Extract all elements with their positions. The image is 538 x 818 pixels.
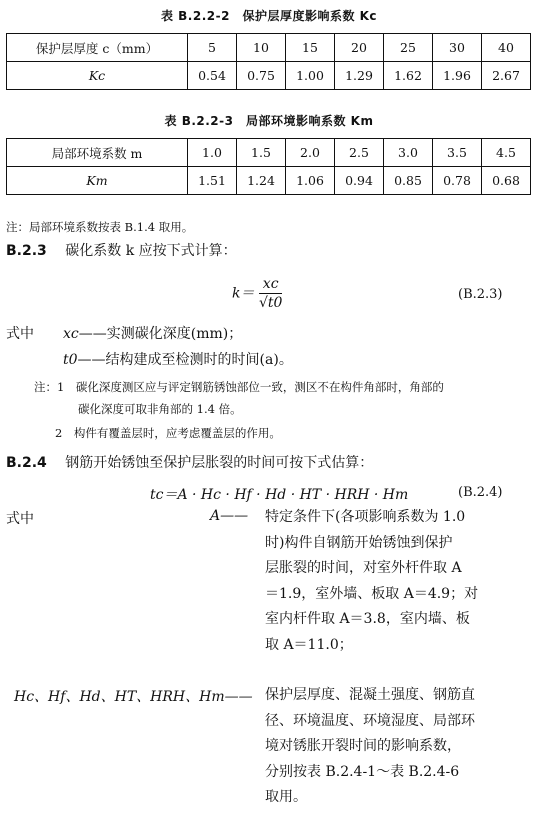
note-1-line-1: 注：1 碳化深度测区应与评定钢筋锈蚀部位一致，测区不在构件角部时，角部的 — [34, 380, 444, 394]
text-line: 室内杆件取 A＝3.8，室内墙、板 — [265, 611, 470, 627]
table-caption-kc: 表 B.2.2-2 保护层厚度影响系数 Kc — [160, 9, 378, 23]
table-cell: 1.06 — [286, 167, 335, 195]
cover-thickness-table — [6, 33, 531, 90]
table-cell: 1.29 — [335, 62, 384, 90]
table-cell: 0.68 — [482, 167, 531, 195]
table-cell: 0.85 — [384, 167, 433, 195]
table-row — [7, 167, 531, 195]
section-text: 钢筋开始锈蚀至保护层胀裂的时间可按下式估算： — [65, 455, 374, 471]
table-cell: 1.24 — [237, 167, 286, 195]
text-line: ＝1.9，室外墙、板取 A＝4.9；对 — [265, 585, 479, 602]
where-label: 式中 — [6, 326, 34, 342]
table-cell: 4.5 — [482, 139, 531, 167]
text-line: 分别按表 B.2.4-1～表 B.2.4-6 — [265, 763, 460, 780]
equation-number: (B.2.4) — [458, 485, 503, 500]
text-line: 特定条件下(各项影响系数为 1.0 — [265, 509, 466, 525]
section-text: 碳化系数 k 应按下式计算： — [65, 243, 237, 259]
definition-a-text — [265, 505, 530, 658]
definition-symbol-a: A—— — [210, 508, 249, 524]
text-line: 时)构件自钢筋开始锈蚀到保护 — [265, 534, 453, 551]
definition-t0 — [63, 349, 293, 369]
local-environment-table — [6, 138, 531, 195]
row-label: Kc — [7, 62, 188, 90]
table-cell: 1.0 — [188, 139, 237, 167]
definition-symbol-h: Hc、Hf、Hd、HT、HRH、Hm—— — [14, 689, 253, 705]
table-cell: 20 — [335, 34, 384, 62]
table-cell: 3.5 — [433, 139, 482, 167]
definition-xc — [63, 323, 242, 343]
table-cell: 40 — [482, 34, 531, 62]
table-cell: 3.0 — [384, 139, 433, 167]
table-cell: 1.51 — [188, 167, 237, 195]
table-cell: 2.0 — [286, 139, 335, 167]
table-cell: 15 — [286, 34, 335, 62]
definition-symbol: xc — [63, 326, 79, 342]
text-line: 取 A＝11.0； — [265, 636, 353, 653]
formula-denominator: √t0 — [258, 295, 283, 311]
table-row — [7, 34, 531, 62]
definition-text: ——实测碳化深度(mm)； — [78, 326, 243, 342]
text-line: 径、环境温度、环境湿度、局部环 — [265, 712, 475, 729]
note-1-line-2: 碳化深度可取非角部的 1.4 倍。 — [78, 402, 242, 416]
table-cell: 30 — [433, 34, 482, 62]
definition-h-text — [265, 683, 530, 811]
text-line: 境对锈胀开裂时间的影响系数， — [265, 738, 461, 754]
table-cell: 25 — [384, 34, 433, 62]
table-cell: 1.5 — [237, 139, 286, 167]
table-cell: 10 — [237, 34, 286, 62]
text-line: 保护层厚度、混凝土强度、钢筋直 — [265, 687, 475, 703]
formula-k — [232, 276, 282, 311]
table-cell: 0.54 — [188, 62, 237, 90]
text-line: 层胀裂的时间，对室外杆件取 A — [265, 560, 462, 576]
table-cell: 2.67 — [482, 62, 531, 90]
table-cell: 1.62 — [384, 62, 433, 90]
table-cell: 1.00 — [286, 62, 335, 90]
section-heading-b23 — [6, 240, 237, 260]
table-row — [7, 139, 531, 167]
table-row — [7, 62, 531, 90]
formula-lhs: k＝ — [232, 285, 255, 302]
table-note: 注：局部环境系数按表 B.1.4 取用。 — [6, 220, 194, 234]
table-cell: 0.78 — [433, 167, 482, 195]
table-cell: 1.96 — [433, 62, 482, 90]
table-cell: 5 — [188, 34, 237, 62]
row-label: 保护层厚度 c（mm） — [7, 34, 188, 62]
equation-number: (B.2.3) — [458, 287, 503, 302]
text-line: 取用。 — [265, 789, 307, 805]
table-cell: 0.94 — [335, 167, 384, 195]
section-number: B.2.3 — [6, 243, 47, 259]
formula-fraction — [259, 276, 282, 311]
row-label: Km — [7, 167, 188, 195]
formula-tc: tc＝A · Hc · Hf · Hd · HT · HRH · Hm — [150, 487, 409, 503]
definition-symbol: t0 — [63, 352, 78, 368]
where-label: 式中 — [6, 511, 34, 527]
section-number: B.2.4 — [6, 455, 47, 471]
note-2: 2 构件有覆盖层时，应考虑覆盖层的作用。 — [55, 426, 281, 440]
row-label: 局部环境系数 m — [7, 139, 188, 167]
definition-text: ——结构建成至检测时的时间(a)。 — [77, 352, 293, 368]
table-caption-km: 表 B.2.2-3 局部环境影响系数 Km — [164, 114, 374, 128]
section-heading-b24 — [6, 452, 373, 472]
table-cell: 0.75 — [237, 62, 286, 90]
table-cell: 2.5 — [335, 139, 384, 167]
formula-numerator: xc — [259, 276, 282, 294]
